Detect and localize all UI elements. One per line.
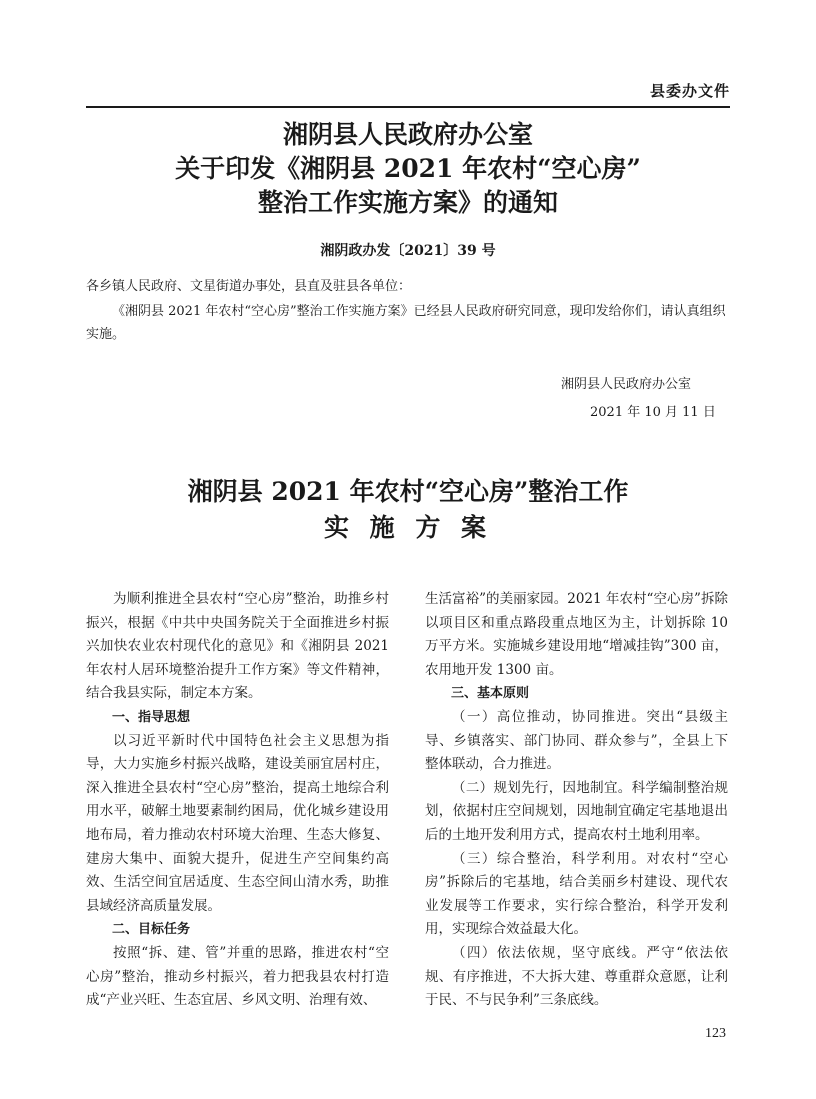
principle-paragraph: （三）综合整治，科学利用。对农村“空心房”拆除后的宅基地，结合美丽乡村建设、现代农业发展等工作要求，实行综合整治，科学开发利用，实现综合效益最大化。: [425, 850, 728, 938]
page-number: 123: [705, 1026, 726, 1041]
document-number: 湘阴政办发〔2021〕39 号: [320, 243, 496, 259]
notice-title-line: 整治工作实施方案》的通知: [257, 188, 558, 217]
signature-organization: 湘阴县人民政府办公室: [561, 377, 692, 392]
section-heading: 一、指导思想: [112, 709, 191, 725]
section-paragraph: 按照“拆、建、管”并重的思路，推进农村“空心房”整治，推动乡村振兴，着力把我县农村打造成“产业兴旺、生态宜居、乡风文明、治理有效、: [86, 944, 389, 1009]
notice-title-line: 关于印发《湘阴县 2021 年农村“空心房”: [175, 154, 641, 183]
plan-title-line: 湘阴县 2021 年农村“空心房”整治工作: [187, 477, 629, 506]
principle-paragraph: （一）高位推动，协同推进。突出“县级主导、乡镇落实、部门协同、群众参与”，全县上下整体联动，合力推进。: [425, 708, 728, 773]
section-paragraph: 以习近平新时代中国特色社会主义思想为指导，大力实施乡村振兴战略，建设美丽宜居村庄，深入推进全县农村“空心房”整治，提高土地综合利用水平，破解土地要素制约困局，优化城乡建设用地布局，着力推动农村环境大治理、生态大修复、建房大集中、面貌大提升，促进生产空间集约高效、生活空间宜居适度、生态空间山清水秀，助推县域经济高质量发展。: [86, 732, 389, 914]
document-category-tag: 县委办文件: [649, 82, 730, 100]
intro-paragraph: 为顺利推进全县农村“空心房”整治，助推乡村振兴，根据《中共中央国务院关于全面推进乡村振兴加快农业农村现代化的意见》和《湘阴县 2021 年农村人居环境整治提升工作方案》等文件精神，结合我县实际，制定本方案。: [86, 591, 389, 702]
recipients-line: 各乡镇人民政府、文星街道办事处，县直及驻县各单位：: [86, 279, 412, 294]
notice-title: [86, 118, 730, 220]
notice-body: 《湘阴县 2021 年农村“空心房”整治工作实施方案》已经县人民政府研究同意，现印发给你们，请认真组织实施。: [86, 304, 726, 342]
section-heading: 三、基本原则: [451, 686, 530, 702]
section-heading: 二、目标任务: [112, 922, 191, 938]
signature-date: 2021 年 10 月 11 日: [590, 405, 716, 420]
notice-title-line: 湘阴县人民政府办公室: [282, 120, 533, 149]
plan-title-line: 实 施 方 案: [323, 513, 493, 542]
header-divider: [86, 106, 730, 108]
principle-paragraph: （四）依法依规，坚守底线。严守“依法依规、有序推进，不大拆大建、尊重群众意愿，让利于民、不与民争利”三条底线。: [425, 944, 728, 1009]
right-column: [425, 588, 728, 1013]
left-column: [86, 588, 389, 1013]
section-paragraph-continued: 生活富裕”的美丽家园。2021 年农村“空心房”拆除以项目区和重点路段重点地区为主，计划拆除 10 万平方米。实施城乡建设用地“增减挂钩”300 亩，农用地开发 1300 亩。: [425, 591, 728, 678]
principle-paragraph: （二）规划先行，因地制宜。科学编制整治规划，依据村庄空间规划，因地制宜确定宅基地退出后的土地开发利用方式，提高农村土地利用率。: [425, 779, 728, 843]
plan-title: [86, 474, 730, 546]
